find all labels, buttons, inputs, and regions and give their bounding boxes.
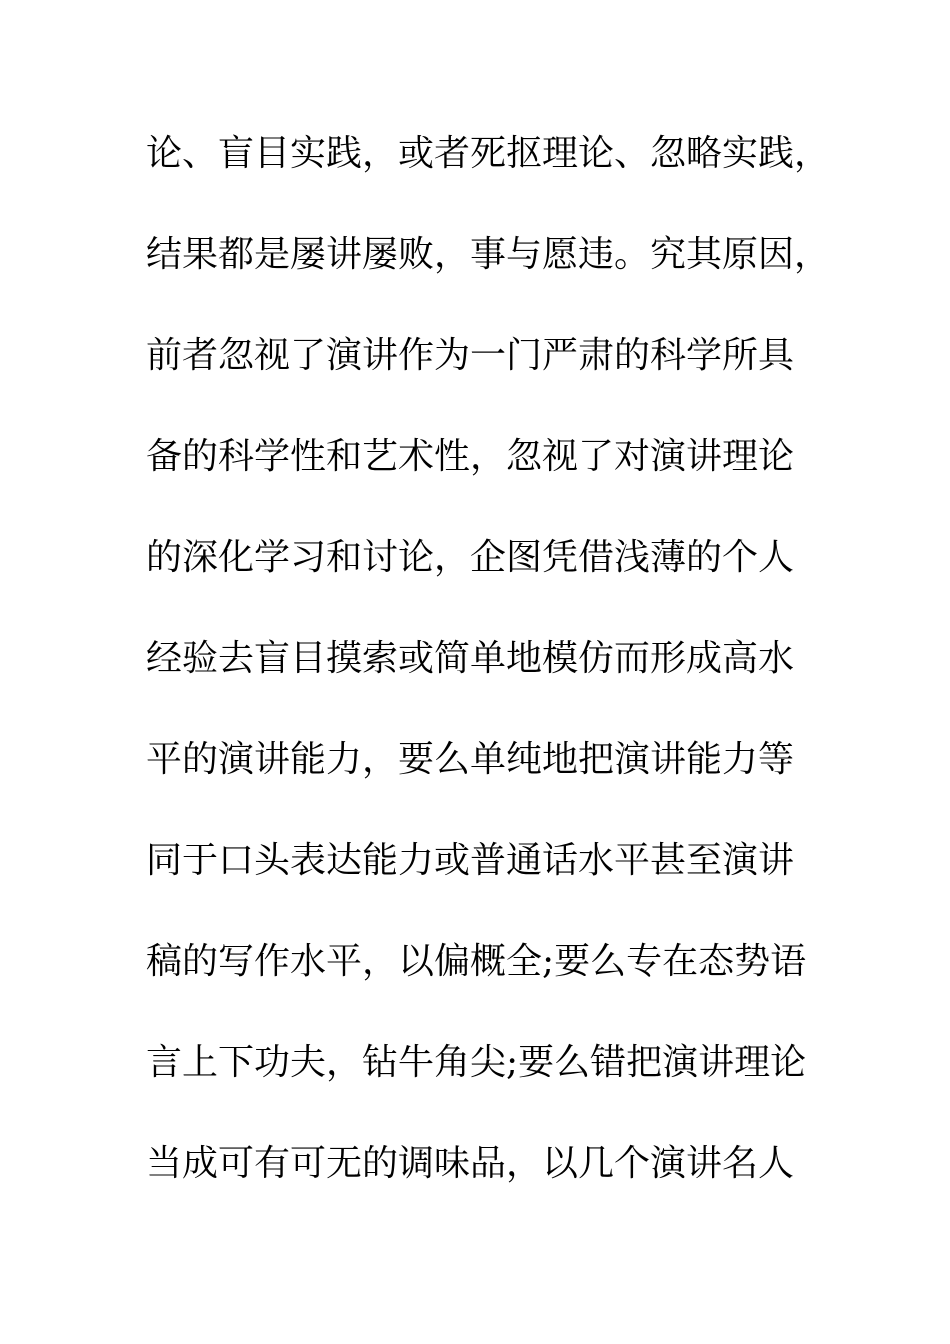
text-line: 同于口头表达能力或普通话水平甚至演讲 [146, 840, 795, 881]
text-line: 平的演讲能力，要么单纯地把演讲能力等 [146, 739, 795, 780]
body-text [146, 124, 831, 1235]
text-line: 言上下功夫，钻牛角尖;要么错把演讲理论 [146, 1042, 807, 1083]
text-line: 当成可有可无的调味品，以几个演讲名人 [146, 1143, 795, 1184]
text-line: 的深化学习和讨论，企图凭借浅薄的个人 [146, 537, 795, 578]
text-line: 备的科学性和艺术性，忽视了对演讲理论 [146, 436, 795, 477]
text-line: 稿的写作水平，以偏概全;要么专在态势语 [146, 941, 807, 982]
text-line: 论、盲目实践，或者死抠理论、忽略实践， [146, 133, 831, 174]
text-line: 前者忽视了演讲作为一门严肃的科学所具 [146, 335, 795, 376]
text-line: 经验去盲目摸索或简单地模仿而形成高水 [146, 638, 795, 679]
text-line: 结果都是屡讲屡败，事与愿违。究其原因， [146, 234, 831, 275]
